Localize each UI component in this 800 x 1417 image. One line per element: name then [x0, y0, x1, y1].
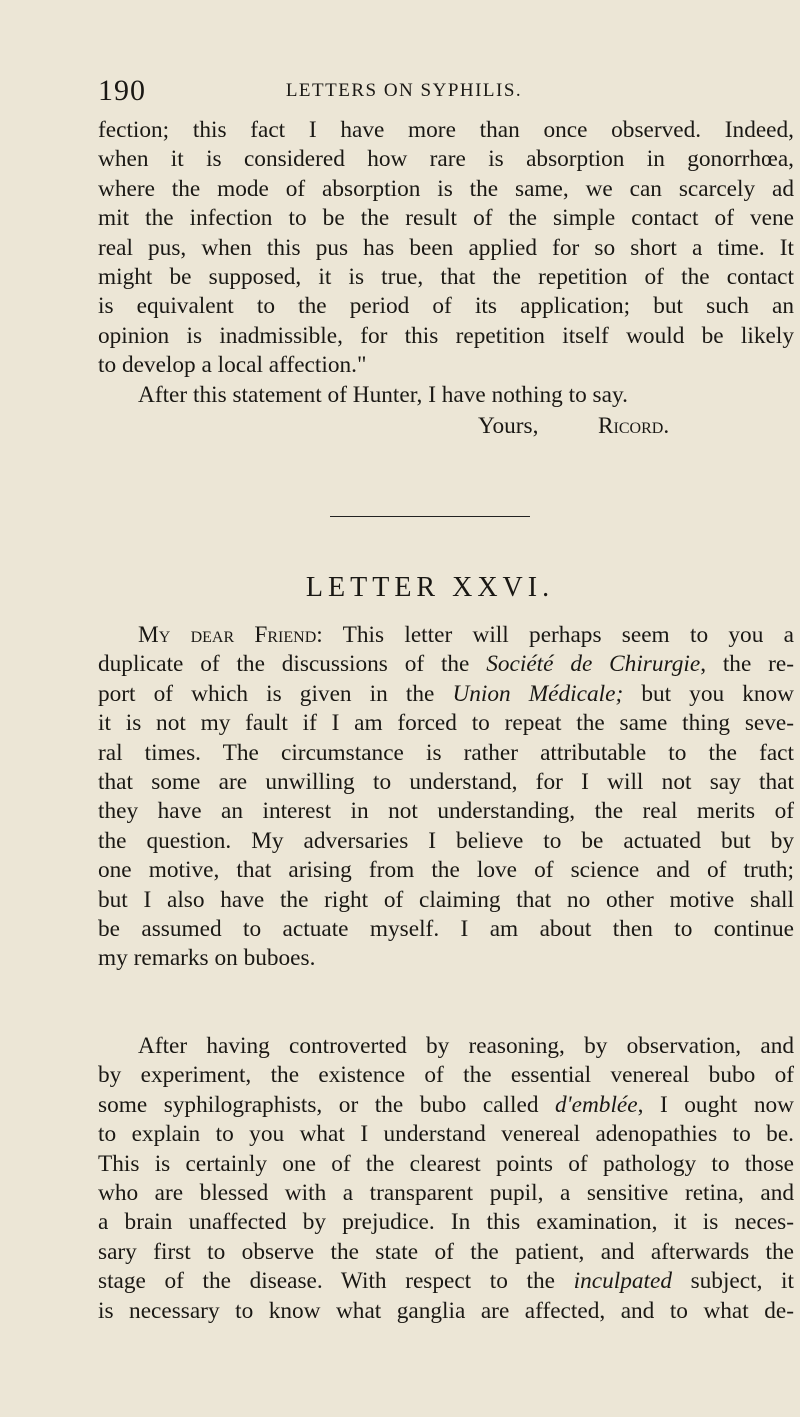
text-line: My dear Friend: This letter will perhaps seem to you a: [138, 622, 794, 648]
page-number: 190: [98, 74, 146, 107]
text-line: might be supposed, it is true, that the repetition of the contact: [98, 264, 794, 291]
text-line: to explain to you what I understand venereal adenopathies to be.: [98, 1121, 794, 1148]
paragraph-hunter-quote-end: [98, 116, 794, 410]
text-line: be assumed to actuate myself. I am about then to continue: [98, 916, 794, 943]
signoff-yours: Yours,: [478, 413, 539, 439]
term-inculpated: inculpated: [573, 1268, 672, 1295]
text-line: where the mode of absorption is the same, we can scarcely ad: [98, 175, 794, 202]
text-line: but I also have the right of claiming that no other motive shall: [98, 886, 794, 913]
text-line: to develop a local affection.": [98, 352, 367, 379]
salutation: My dear Friend:: [138, 622, 323, 648]
text-line: After this statement of Hunter, I have nothing to say.: [138, 381, 628, 408]
paragraph-adenopathies: [98, 1032, 794, 1326]
term-emblee: d'emblée: [555, 1091, 638, 1118]
text-line: real pus, when this pus has been applied for so short a time. It: [98, 234, 794, 261]
text-line: sary first to observe the state of the patient, and afterwards the: [98, 1238, 794, 1265]
page-header: [98, 74, 710, 114]
text-line: it is not my fault if I am forced to repeat the same thing seve-: [98, 710, 794, 737]
text-line: a brain unaffected by prejudice. In this examination, it is neces-: [98, 1209, 794, 1236]
text-line: is necessary to know what ganglia are affected, and to what de-: [98, 1297, 794, 1324]
text-line: who are blessed with a transparent pupil, a sensitive retina, and: [98, 1180, 794, 1207]
text-line: fection; this fact I have more than once observed. Indeed,: [98, 117, 794, 143]
text-line: This is certainly one of the clearest points of pathology to those: [98, 1150, 794, 1177]
text-line: one motive, that arising from the love of science and of truth;: [98, 857, 794, 884]
text-line: stage of the disease. With respect to the inculpated subject, it: [98, 1268, 794, 1295]
text-line: the question. My adversaries I believe to be actuated but by: [98, 827, 794, 854]
letter-heading: LETTER XXVI.: [305, 572, 555, 603]
text-line: is equivalent to the period of its application; but such an: [98, 293, 794, 320]
paragraph-opening: [98, 621, 794, 974]
text-line: they have an interest in not understanding, the real merits of: [98, 798, 794, 825]
text-line: port of which is given in the Union Médicale; but you know: [98, 680, 794, 707]
journal-title-union: Union Médicale;: [452, 680, 624, 707]
text-line: ral times. The circumstance is rather attributable to the fact: [98, 739, 794, 766]
text-line: mit the infection to be the result of the simple contact of vene: [98, 205, 794, 232]
text-line: opinion is inadmissible, for this repetition itself would be likely: [98, 322, 794, 349]
text-line: that some are unwilling to understand, for I will not say that: [98, 769, 794, 796]
section-divider: [330, 516, 530, 517]
running-head: LETTERS ON SYPHILIS.: [285, 80, 523, 101]
text-line: by experiment, the existence of the essential venereal bubo of: [98, 1062, 794, 1089]
text-line: duplicate of the discussions of the Société de Chirurgie, the re-: [98, 651, 794, 678]
journal-title-societe: Société de Chirurgie: [486, 651, 701, 678]
text-line: when it is considered how rare is absorption in gonorrhœa,: [98, 146, 794, 173]
signoff-author: Ricord.: [598, 413, 670, 439]
text-line: some syphilographists, or the bubo called d'emblée, I ought now: [98, 1091, 794, 1118]
text-line: my remarks on buboes.: [98, 945, 316, 972]
text-line: After having controverted by reasoning, by observation, and: [138, 1033, 794, 1059]
